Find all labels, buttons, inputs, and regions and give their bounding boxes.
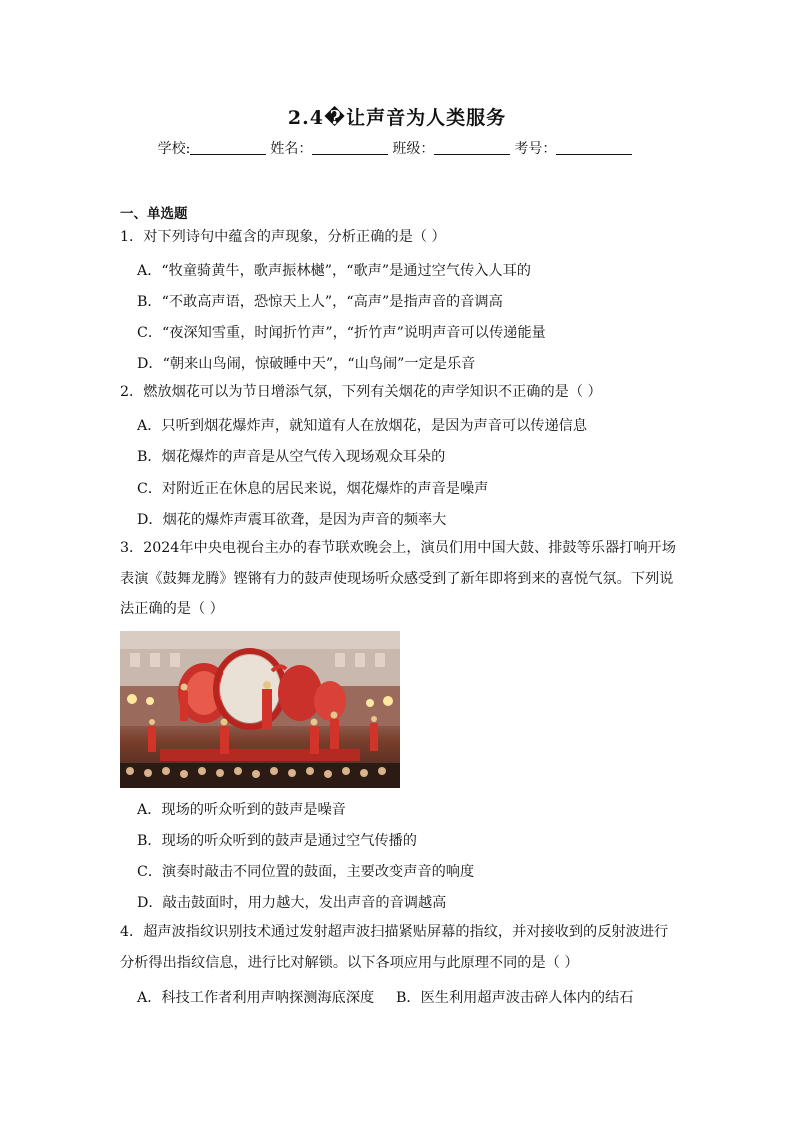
section-heading: 一、单选题 xyxy=(120,206,188,222)
question-4-option-b: B．医生利用超声波击碎人体内的结石 xyxy=(396,990,634,1006)
question-4-stem: 4．超声波指纹识别技术通过发射超声波扫描紧贴屏幕的指纹，并对接收到的反射波进行分析得出指纹信息，进行比对解锁。以下各项应用与此原理不同的是（ ） xyxy=(120,924,669,971)
name-blank[interactable] xyxy=(312,140,388,155)
exam-number-label: 考号： xyxy=(514,141,557,157)
question-3-option-b: B．现场的听众听到的鼓声是通过空气传播的 xyxy=(137,833,417,849)
question-4-option-a: A．科技工作者利用声呐探测海底深度 xyxy=(137,990,375,1006)
question-1-option-c: C．“夜深知雪重，时闻折竹声”，“折竹声”说明声音可以传递能量 xyxy=(137,325,546,341)
student-info-line xyxy=(0,138,794,158)
question-2-option-b: B．烟花爆炸的声音是从空气传入现场观众耳朵的 xyxy=(137,449,446,465)
question-2-option-c: C．对附近正在休息的居民来说，烟花爆炸的声音是噪声 xyxy=(137,481,489,497)
class-label: 班级： xyxy=(392,141,435,157)
class-blank[interactable] xyxy=(434,140,510,155)
page-title: 2.4�让声音为人类服务 xyxy=(287,107,507,129)
question-2-option-d: D．烟花的爆炸声震耳欲聋，是因为声音的频率大 xyxy=(137,512,447,528)
question-1-option-d: D．“朝来山鸟闹，惊破睡中天”，“山鸟闹”一定是乐音 xyxy=(137,356,476,372)
name-label: 姓名： xyxy=(270,141,313,157)
question-1-option-b: B．“不敢高声语，恐惊天上人”，“高声”是指声音的音调高 xyxy=(137,294,503,310)
question-3-stem: 3．2024年中央电视台主办的春节联欢晚会上，演员们用中国大鼓、排鼓等乐器打响开场表演《鼓舞龙腾》铿锵有力的鼓声使现场听众感受到了新年即将到来的喜悦气氛。下列说法正确的是（ ） xyxy=(120,540,676,617)
question-3-option-c: C．演奏时敲击不同位置的鼓面，主要改变声音的响度 xyxy=(137,864,475,880)
school-label: 学校: xyxy=(157,141,191,157)
question-2-stem: 2．燃放烟花可以为节日增添气氛，下列有关烟花的声学知识不正确的是（ ） xyxy=(120,384,602,400)
question-3-option-a: A．现场的听众听到的鼓声是噪音 xyxy=(137,802,346,818)
school-blank[interactable] xyxy=(190,140,266,155)
question-1-stem: 1．对下列诗句中蕴含的声现象，分析正确的是（ ） xyxy=(120,229,446,245)
question-1-option-a: A．“牧童骑黄牛，歌声振林樾”，“歌声”是通过空气传入人耳的 xyxy=(137,263,531,279)
drum-performance-photo xyxy=(120,631,400,788)
question-2-option-a: A．只听到烟花爆炸声，就知道有人在放烟花，是因为声音可以传递信息 xyxy=(137,418,588,434)
question-3-option-d: D．敲击鼓面时，用力越大，发出声音的音调越高 xyxy=(137,895,447,911)
drum-performance-illustration xyxy=(120,631,400,788)
exam-number-blank[interactable] xyxy=(556,140,632,155)
